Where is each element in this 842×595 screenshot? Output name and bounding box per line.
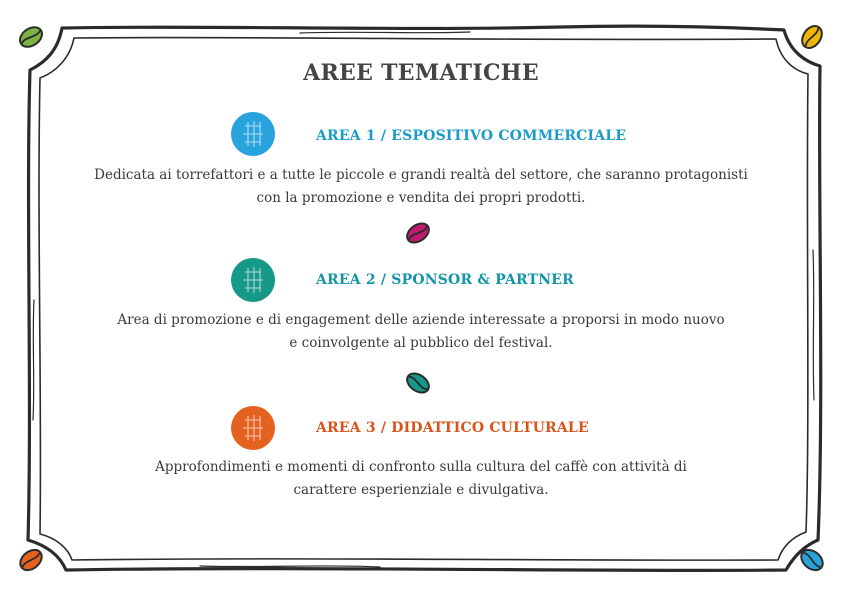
area-1-grid-hatch-icon xyxy=(231,112,275,156)
area-1-description xyxy=(60,164,782,210)
area-2-description xyxy=(60,309,782,355)
area-1-description-line: Dedicata ai torrefattori e a tutte le piccole e grandi realtà del settore, che saranno protagonisti xyxy=(94,167,748,183)
corner-coffee-bean-icon xyxy=(16,545,46,575)
area-1-title: AREA 1 / ESPOSITIVO COMMERCIALE xyxy=(316,128,627,144)
area-3-title: AREA 3 / DIDATTICO CULTURALE xyxy=(316,420,589,436)
corner-coffee-bean-icon xyxy=(797,545,827,575)
separator-coffee-bean-icon xyxy=(403,369,433,397)
area-2-description-line: Area di promozione e di engagement delle aziende interessate a proporsi in modo nuovo xyxy=(117,312,725,328)
area-1-description-line: con la promozione e vendita dei propri prodotti. xyxy=(256,190,586,206)
area-3-grid-hatch-icon xyxy=(231,406,275,450)
separator-coffee-bean-icon xyxy=(403,219,433,247)
area-2-grid-hatch-icon xyxy=(231,258,275,302)
area-3-description-line: Approfondimenti e momenti di confronto sulla cultura del caffè con attività di xyxy=(155,459,687,475)
area-3-description xyxy=(60,456,782,502)
page-title: AREE TEMATICHE xyxy=(303,60,539,86)
area-2-description-line: e coinvolgente al pubblico del festival. xyxy=(289,335,553,351)
area-3-description-line: carattere esperienziale e divulgativa. xyxy=(293,482,549,498)
corner-coffee-bean-icon xyxy=(16,22,46,52)
area-2-title: AREA 2 / SPONSOR & PARTNER xyxy=(316,272,574,288)
corner-coffee-bean-icon xyxy=(797,22,827,52)
